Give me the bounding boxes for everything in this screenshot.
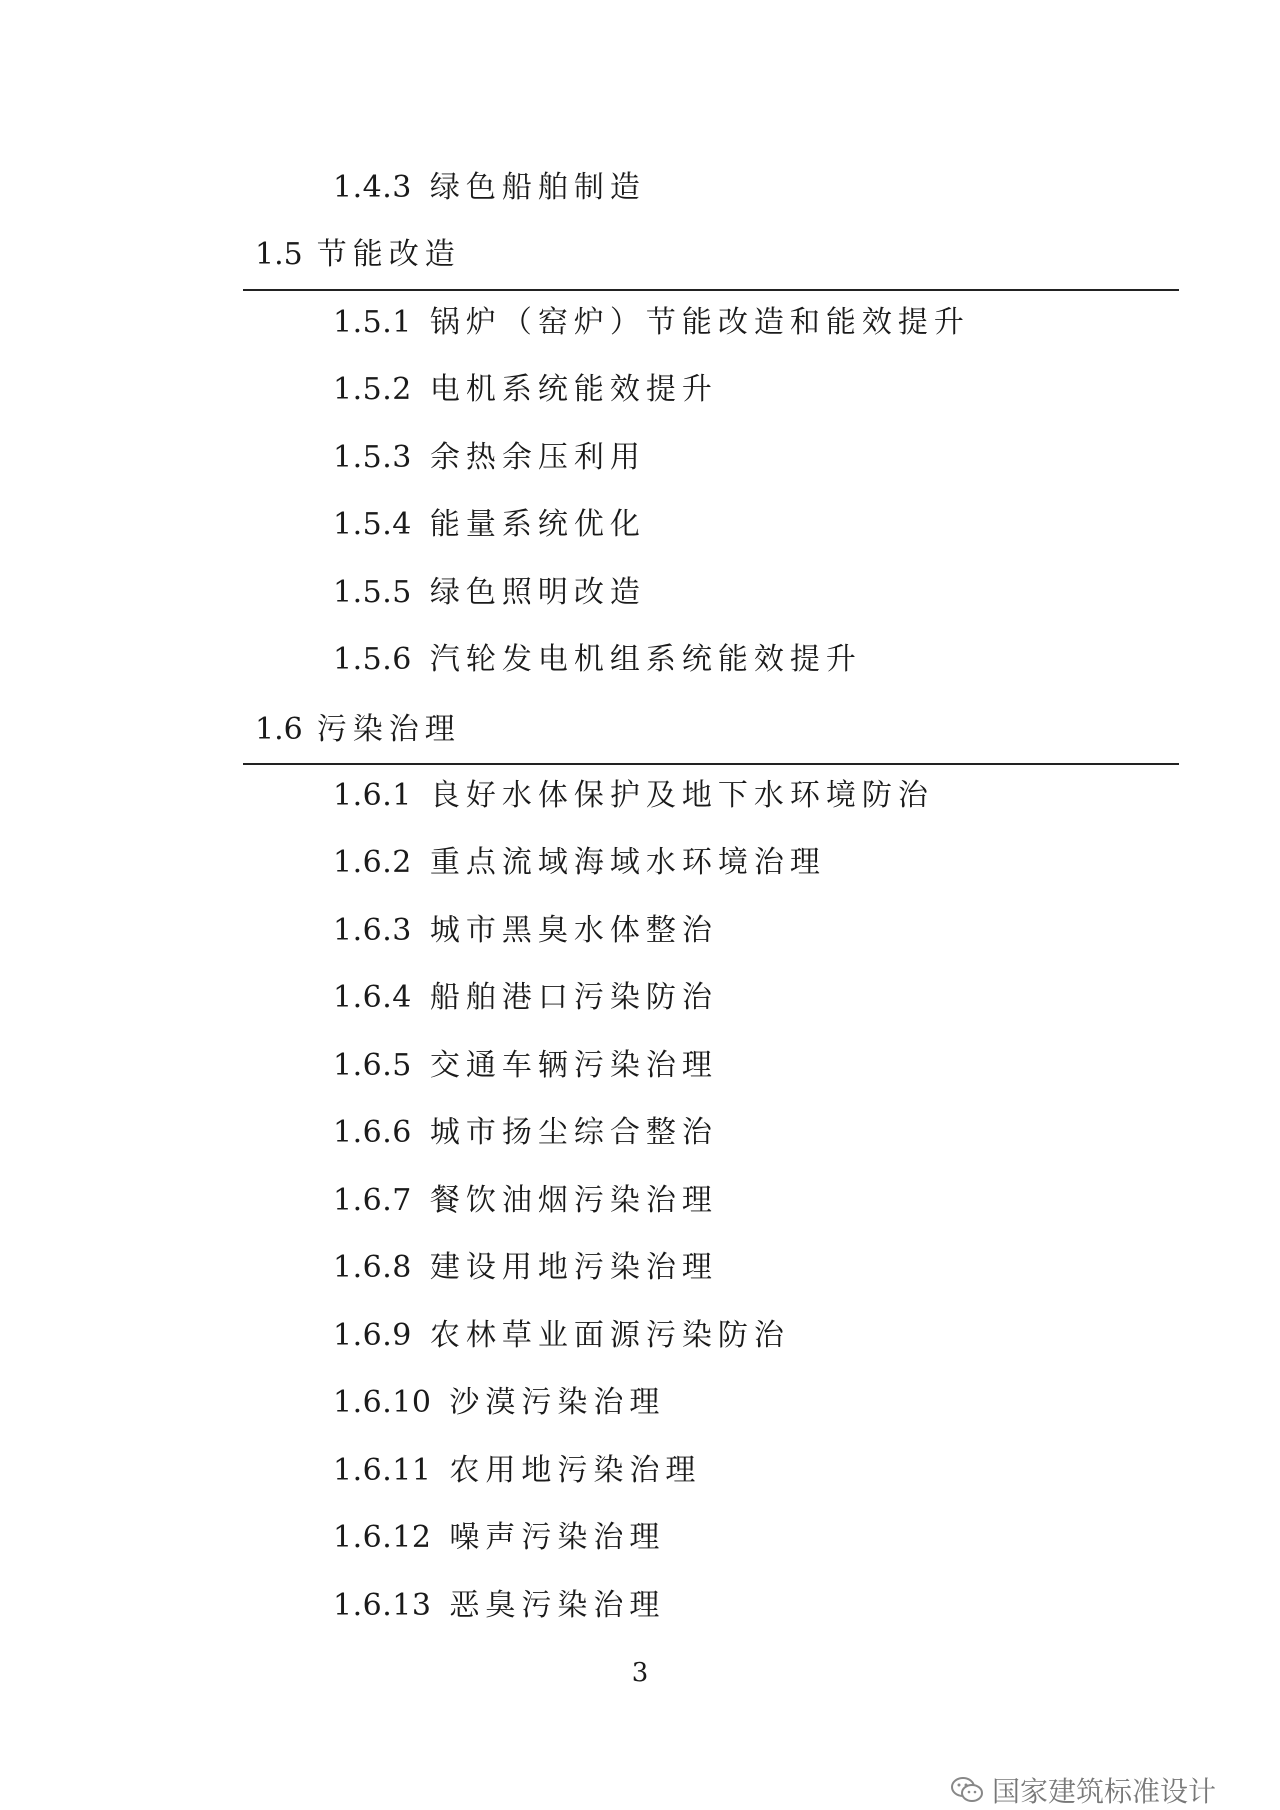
item-title: 重点流域海域水环境治理 [429, 845, 826, 880]
section-number: 1.6 [255, 712, 303, 747]
item-title: 建设用地污染治理 [429, 1250, 718, 1285]
toc-item [333, 1586, 665, 1626]
item-title: 绿色照明改造 [429, 575, 646, 610]
toc-item [333, 1181, 718, 1221]
item-number: 1.6.1 [333, 778, 412, 813]
item-title: 锅炉（窑炉）节能改造和能效提升 [429, 305, 970, 340]
toc-item [333, 168, 646, 208]
item-title: 能量系统优化 [429, 507, 646, 542]
item-title: 交通车辆污染治理 [429, 1048, 718, 1083]
item-title: 沙漠污染治理 [449, 1385, 666, 1420]
toc-item [333, 1451, 701, 1491]
item-number: 1.6.12 [333, 1520, 432, 1555]
toc-item [333, 505, 646, 545]
item-number: 1.6.3 [333, 913, 412, 948]
item-title: 余热余压利用 [429, 440, 646, 475]
item-number: 1.6.2 [333, 845, 412, 880]
watermark-text: 国家建筑标准设计 [992, 1775, 1217, 1808]
item-number: 1.5.3 [333, 440, 412, 475]
item-number: 1.5.6 [333, 642, 412, 677]
item-number: 1.5.2 [333, 372, 412, 407]
page-number: 3 [631, 1658, 649, 1688]
toc-item [333, 640, 862, 680]
item-number: 1.6.4 [333, 980, 412, 1015]
toc-section [255, 235, 461, 275]
item-title: 城市扬尘综合整治 [429, 1115, 718, 1150]
toc-item [333, 978, 718, 1018]
item-title: 餐饮油烟污染治理 [429, 1183, 718, 1218]
item-number: 1.6.9 [333, 1318, 412, 1353]
item-number: 1.4.3 [333, 170, 412, 205]
wechat-icon [950, 1775, 984, 1805]
item-title: 噪声污染治理 [449, 1520, 666, 1555]
toc-item [333, 438, 646, 478]
item-number: 1.5.4 [333, 507, 412, 542]
item-title: 电机系统能效提升 [429, 372, 718, 407]
item-number: 1.6.6 [333, 1115, 412, 1150]
item-title: 城市黑臭水体整治 [429, 913, 718, 948]
toc-item [333, 1113, 718, 1153]
toc-item [333, 843, 826, 883]
item-number: 1.6.7 [333, 1183, 412, 1218]
item-title: 农用地污染治理 [449, 1453, 702, 1488]
item-number: 1.6.13 [333, 1588, 432, 1623]
toc-item [333, 911, 718, 951]
item-title: 船舶港口污染防治 [429, 980, 718, 1015]
section-divider [243, 763, 1179, 765]
item-number: 1.6.5 [333, 1048, 412, 1083]
toc-item [333, 1046, 718, 1086]
toc-item [333, 776, 934, 816]
item-number: 1.5.1 [333, 305, 412, 340]
item-title: 恶臭污染治理 [449, 1588, 666, 1623]
toc-section [255, 710, 461, 750]
toc-item [333, 1383, 665, 1423]
toc-item [333, 303, 970, 343]
section-divider [243, 289, 1179, 291]
toc-item [333, 1248, 718, 1288]
item-number: 1.6.8 [333, 1250, 412, 1285]
item-title: 汽轮发电机组系统能效提升 [429, 642, 862, 677]
section-title: 节能改造 [316, 237, 461, 272]
toc-item [333, 1316, 790, 1356]
section-number: 1.5 [255, 237, 303, 272]
item-number: 1.5.5 [333, 575, 412, 610]
item-title: 绿色船舶制造 [429, 170, 646, 205]
toc-item [333, 573, 646, 613]
item-title: 良好水体保护及地下水环境防治 [429, 778, 934, 813]
section-title: 污染治理 [316, 712, 461, 747]
item-title: 农林草业面源污染防治 [429, 1318, 790, 1353]
item-number: 1.6.10 [333, 1385, 432, 1420]
watermark [950, 1770, 1216, 1810]
item-number: 1.6.11 [333, 1453, 432, 1488]
toc-item [333, 370, 718, 410]
toc-item [333, 1518, 665, 1558]
